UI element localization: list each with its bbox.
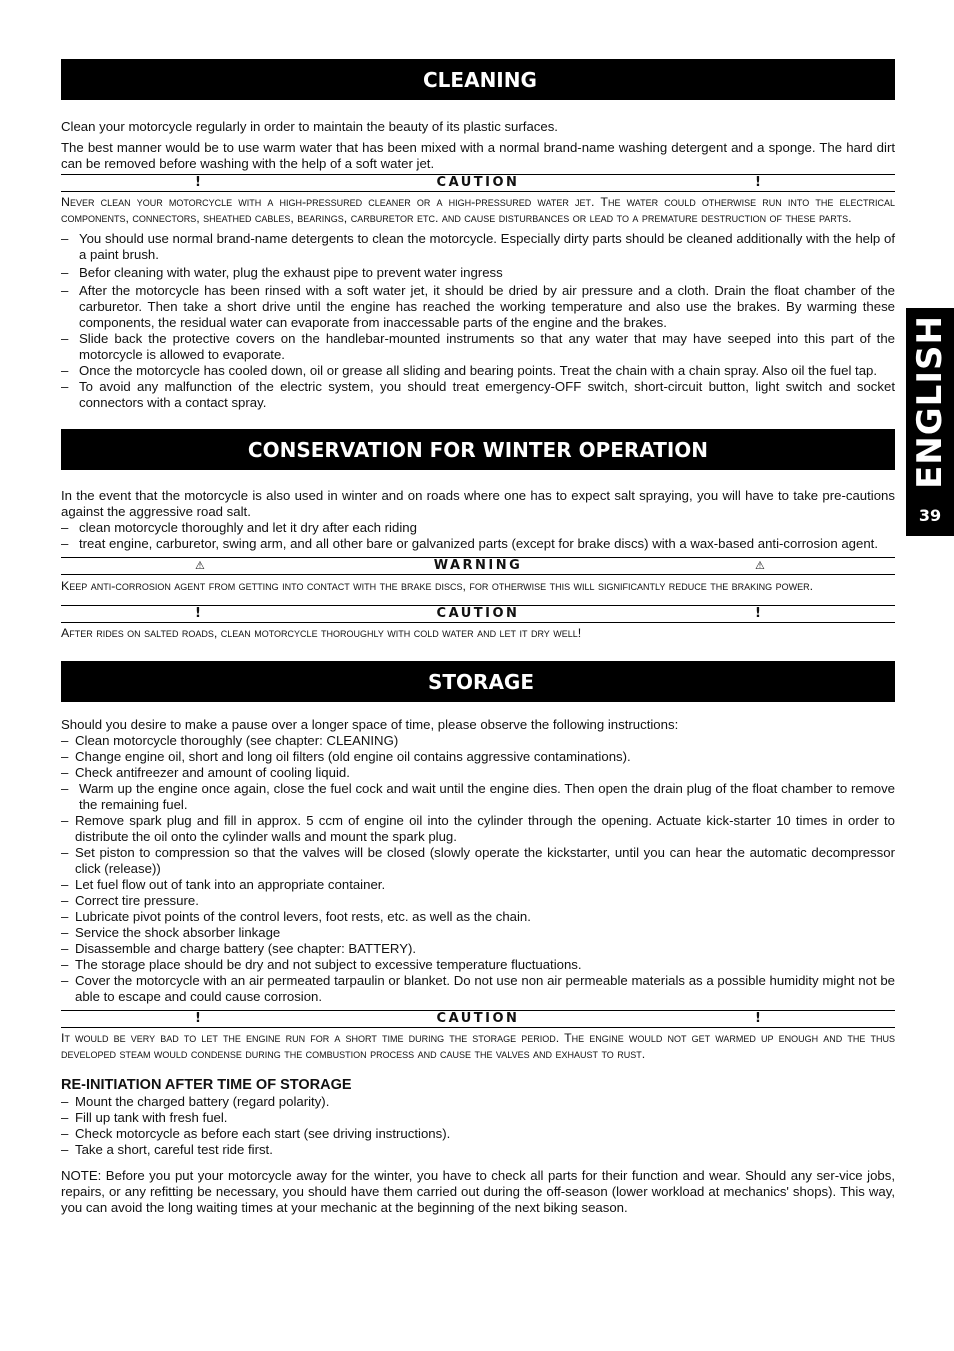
list-item: – Clean motorcycle thoroughly (see chapter: CLEANING) [61, 733, 895, 749]
list-item: – Slide back the protective covers on the handlebar-mounted instruments so that any water that may have seeped into this part of the motorcycle is allowed to evaporate. [61, 331, 895, 363]
cleaning-list [61, 231, 895, 411]
list-item: – clean motorcycle thoroughly and let it dry after each riding [61, 520, 895, 536]
list-item: – Check motorcycle as before each start (see driving instructions). [61, 1126, 895, 1142]
caution-mark-left: ! [195, 1011, 201, 1026]
cleaning-intro-2: The best manner would be to use warm water that has been mixed with a normal brand-name washing detergent and a sponge. The hard dirt can be removed before washing with the help of a soft water jet. [61, 140, 895, 171]
list-item: – Cover the motorcycle with an air permeated tarpaulin or blanket. Do not use non air permeable materials as a possible humidity might not be able to escape and could cause corrosion. [61, 973, 895, 1005]
list-item: – Warm up the engine once again, close the fuel cock and wait until the engine dies. Then open the drain plug of the float chamber to remove the remaining fuel. [61, 781, 895, 813]
storage-caution-text: It would be very bad to let the engine run for a short time during the storage period. The engine would not get warmed up enough and the thus developed steam would condense during the combustion process and cause the valves and exhaust to rust. [61, 1031, 895, 1061]
list-item: – Lubricate pivot points of the control levers, foot rests, etc. as well as the chain. [61, 909, 895, 925]
list-item: – Service the shock absorber linkage [61, 925, 895, 941]
list-item: – Befor cleaning with water, plug the exhaust pipe to prevent water ingress [61, 265, 895, 281]
caution-mark-right: ! [755, 1011, 761, 1026]
list-item: – Change engine oil, short and long oil filters (old engine oil contains aggressive contaminations). [61, 749, 895, 765]
list-item: – Set piston to compression so that the valves will be closed (slowly operate the kickstarter, until you can hear the automatic decompressor click (release)) [61, 845, 895, 877]
list-item: – Check antifreezer and amount of cooling liquid. [61, 765, 895, 781]
list-item: – Let fuel flow out of tank into an appropriate container. [61, 877, 895, 893]
caution-title: CAUTION [436, 175, 520, 190]
storage-intro: Should you desire to make a pause over a longer space of time, please observe the following instructions: [61, 717, 679, 732]
storage-subheading: RE-INITIATION AFTER TIME OF STORAGE [61, 1077, 352, 1093]
storage-caution-header [61, 1010, 895, 1028]
caution-mark-right: ! [755, 606, 761, 621]
winter-warning-text: Keep anti-corrosion agent from getting into contact with the brake discs, for otherwise this will significantly reduce the braking power. [61, 579, 814, 593]
cleaning-caution-header [61, 174, 895, 192]
language-label: ENGLISH [910, 315, 951, 489]
winter-caution-text: After rides on salted roads, clean motorcycle thoroughly with cold water and let it dry well! [61, 626, 582, 640]
caution-mark-right: ! [755, 175, 761, 190]
list-item: – After the motorcycle has been rinsed with a soft water jet, it should be dried by air pressure and a cloth. Drain the float chamber of the carburetor. Then take a short drive until the engine has reached the working temperature and also use the brakes. By warming these components, the residual water can evaporate from inaccessable parts of the engine and the brakes. [61, 283, 895, 331]
list-item: – Disassemble and charge battery (see chapter: BATTERY). [61, 941, 895, 957]
list-item: – treat engine, carburetor, swing arm, and all other bare or galvanized parts (except for brake discs) with a wax-based anti-corrosion agent. [61, 536, 895, 552]
caution-title: CAUTION [436, 606, 520, 621]
list-item: – Correct tire pressure. [61, 893, 895, 909]
caution-title: CAUTION [436, 1011, 520, 1026]
winter-intro: In the event that the motorcycle is also used in winter and on roads where one has to expect salt spraying, you will have to take pre-cautions against the aggressive road salt. [61, 488, 895, 519]
cleaning-heading: CLEANING [61, 59, 895, 100]
list-item: – Remove spark plug and fill in approx. 5 ccm of engine oil into the cylinder through the opening. Actuate kick-starter 10 times in order to distribute the oil onto the cylinder walls and mount the spark plug. [61, 813, 895, 845]
warning-icon: ⚠ [195, 559, 205, 572]
list-item: – Mount the charged battery (regard polarity). [61, 1094, 895, 1110]
cleaning-intro-1: Clean your motorcycle regularly in order to maintain the beauty of its plastic surfaces. [61, 119, 558, 134]
list-item: – Fill up tank with fresh fuel. [61, 1110, 895, 1126]
storage-note: NOTE: Before you put your motorcycle away for the winter, you have to check all parts for their function and wear. Should any ser-vice jobs, repairs, or any refitting be necessary, you should have them carried out during the off-season (lower workload at mechanics' shops). This way, you can avoid the long waiting times at your mechanic at the beginning of the next biking season. [61, 1168, 895, 1215]
list-item: – The storage place should be dry and not subject to excessive temperature fluctuations. [61, 957, 895, 973]
page-number: 39 [918, 506, 942, 525]
winter-list [61, 520, 895, 552]
list-item: – You should use normal brand-name detergents to clean the motorcycle. Especially dirty parts should be cleaned additionally with the help of a paint brush. [61, 231, 895, 263]
caution-mark-left: ! [195, 175, 201, 190]
list-item: – To avoid any malfunction of the electric system, you should treat emergency-OFF switch, short-circuit button, light switch and socket connectors with a contact spray. [61, 379, 895, 411]
reinitiation-list [61, 1094, 895, 1158]
page-content [61, 59, 895, 1216]
language-label-wrap [908, 308, 952, 496]
storage-list [61, 733, 895, 1005]
winter-warning-header [61, 557, 895, 575]
list-item: – Take a short, careful test ride first. [61, 1142, 895, 1158]
language-tab [906, 308, 954, 536]
winter-heading: CONSERVATION FOR WINTER OPERATION [61, 429, 895, 470]
winter-caution-header [61, 605, 895, 623]
warning-icon: ⚠ [755, 559, 765, 572]
caution-mark-left: ! [195, 606, 201, 621]
list-item: – Once the motorcycle has cooled down, oil or grease all sliding and bearing points. Treat the chain with a chain spray. Also oil the fuel tap. [61, 363, 895, 379]
warning-title: WARNING [433, 558, 523, 573]
storage-heading: STORAGE [61, 661, 895, 702]
cleaning-caution-text: Never clean your motorcycle with a high-pressured cleaner or a high-pressured water jet. The water could otherwise run into the electrical components, connectors, sheathed cables, bearings, carburetor etc. and cause disturbances or lead to a premature destruction of these parts. [61, 195, 895, 225]
